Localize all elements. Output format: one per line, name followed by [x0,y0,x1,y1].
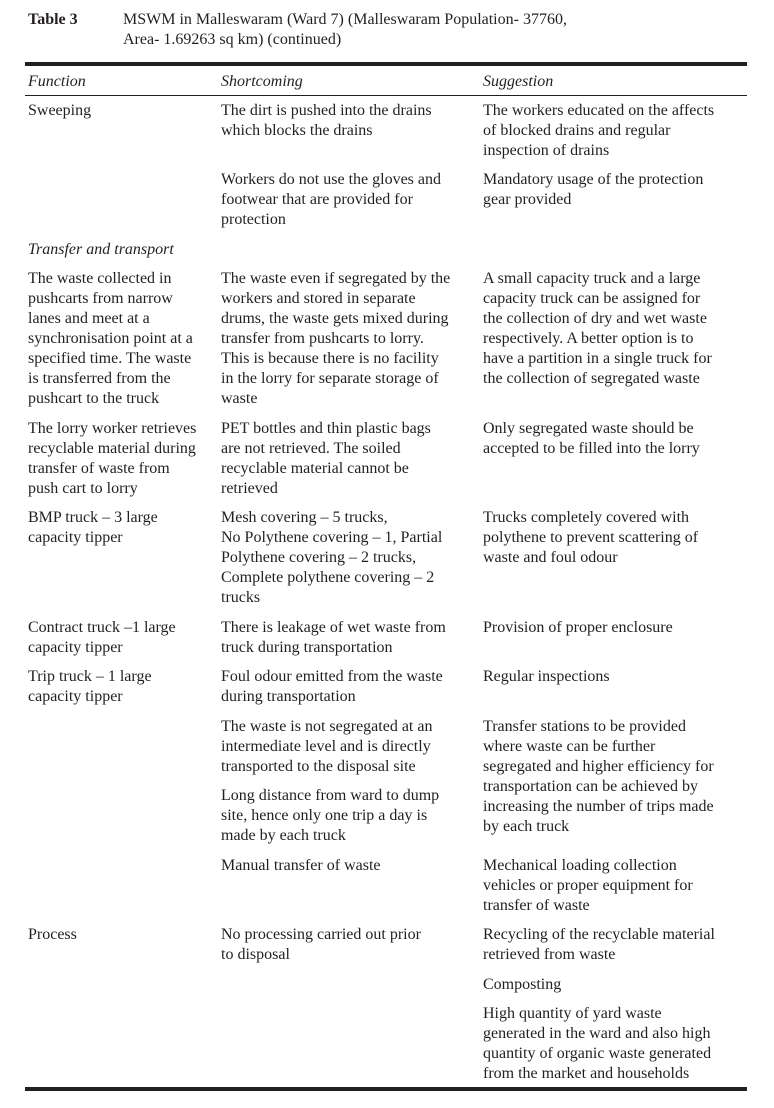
row-lorry-worker-suggestion: Only segregated waste should be accepted to be filled into the lorry [483,420,700,457]
header-shortcoming: Shortcoming [221,73,303,90]
section-transfer-transport: Transfer and transport [28,241,174,258]
table-title: MSWM in Malleswaram (Ward 7) (Malleswaram Population- 37760, Area- 1.69263 sq km) (continued) [123,11,567,48]
row-manual-transfer-shortcoming: Manual transfer of waste [221,857,381,874]
row-contract-truck-suggestion: Provision of proper enclosure [483,619,673,636]
row-not-segregated-suggestion: Transfer stations to be provided where waste can be further segregated and higher efficiency for transportation can be achieved by increasing the number of trips made by each truck [483,718,714,835]
row-pushcart-shortcoming: The waste even if segregated by the workers and stored in separate drums, the waste gets mixed during transfer from pushcarts to lorry. This is because there is no facility in the lorry for separate storage of waste [221,270,451,407]
row-gloves-suggestion: Mandatory usage of the protection gear provided [483,171,704,208]
row-bmp-truck-suggestion: Trucks completely covered with polythene to prevent scattering of waste and foul odour [483,509,699,566]
row-trip-truck-shortcoming: Foul odour emitted from the waste during transportation [221,668,443,705]
row-process-shortcoming: No processing carried out prior to disposal [221,926,421,963]
top-rule [25,62,747,66]
row-lorry-worker-function: The lorry worker retrieves recyclable material during transfer of waste from push cart to lorry [28,420,197,497]
row-not-segregated-shortcoming: The waste is not segregated at an intermediate level and is directly transported to the disposal site [221,718,433,775]
row-composting-suggestion: Composting [483,976,562,993]
row-sweeping-shortcoming: The dirt is pushed into the drains which blocks the drains [221,102,432,139]
header-suggestion: Suggestion [483,73,554,90]
row-contract-truck-shortcoming: There is leakage of wet waste from truck during transportation [221,619,446,656]
row-long-distance-shortcoming: Long distance from ward to dump site, hence only one trip a day is made by each truck [221,787,440,844]
row-pushcart-suggestion: A small capacity truck and a large capacity truck can be assigned for the collection of dry and wet waste respectively. A better option is to have a partition in a single truck for the collection of segregated waste [483,270,712,387]
row-sweeping-suggestion: The workers educated on the affects of blocked drains and regular inspection of drains [483,102,715,159]
row-lorry-worker-shortcoming: PET bottles and thin plastic bags are not retrieved. The soiled recyclable material cannot be retrieved [221,420,431,497]
row-contract-truck-function: Contract truck –1 large capacity tipper [28,619,176,656]
row-yard-waste-suggestion: High quantity of yard waste generated in the ward and also high quantity of organic waste generated from the market and households [483,1005,712,1082]
row-sweeping-function: Sweeping [28,102,92,119]
table-label: Table 3 [28,11,78,28]
row-bmp-truck-function: BMP truck – 3 large capacity tipper [28,509,158,546]
row-bmp-truck-shortcoming: Mesh covering – 5 trucks, No Polythene covering – 1, Partial Polythene covering – 2 trucks, Complete polythene covering – 2 trucks [221,509,443,606]
header-rule [25,95,747,96]
row-gloves-shortcoming: Workers do not use the gloves and footwear that are provided for protection [221,171,441,228]
row-trip-truck-suggestion: Regular inspections [483,668,610,685]
bottom-rule [25,1087,747,1091]
header-function: Function [28,73,86,90]
row-manual-transfer-suggestion: Mechanical loading collection vehicles or proper equipment for transfer of waste [483,857,693,914]
row-process-suggestion: Recycling of the recyclable material retrieved from waste [483,926,715,963]
row-process-function: Process [28,926,77,943]
row-trip-truck-function: Trip truck – 1 large capacity tipper [28,668,152,705]
row-pushcart-function: The waste collected in pushcarts from narrow lanes and meet at a synchronisation point at a specified time. The waste is transferred from the pushcart to the truck [28,270,193,407]
